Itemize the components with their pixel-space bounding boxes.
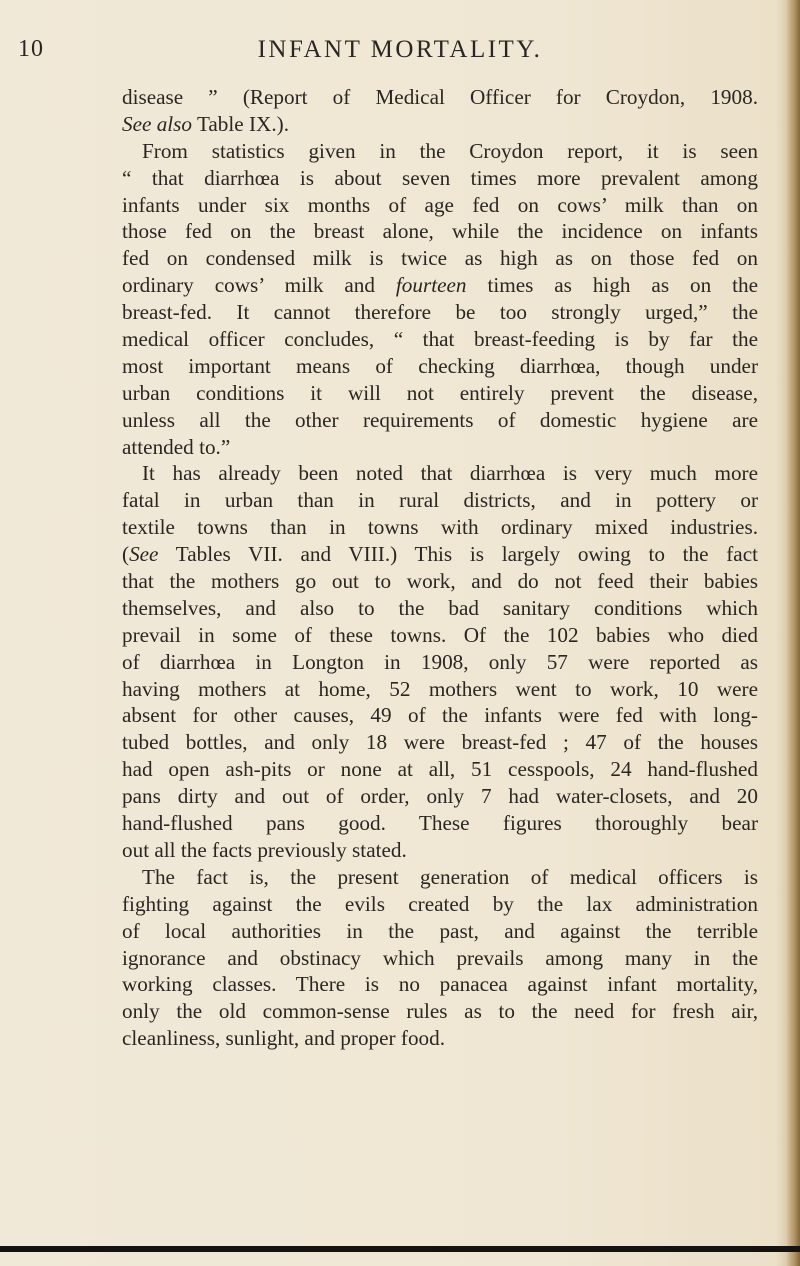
text-line: of local authorities in the past, and against the terrible: [122, 918, 758, 943]
text-line: absent for other causes, 49 of the infants were fed with long-: [122, 703, 758, 728]
text-line: that the mothers go out to work, and do not feed their babies: [122, 569, 758, 594]
text-line: fed on condensed milk is twice as high as on those fed on: [122, 246, 758, 271]
text-line: disease ” (Report of Medical Officer for Croydon, 1908.: [122, 85, 758, 109]
text-line: See also Table IX.).: [122, 111, 289, 136]
text-line: breast-fed. It cannot therefore be too strongly urged,” the: [122, 300, 758, 325]
text-line: having mothers at home, 52 mothers went to work, 10 were: [122, 676, 758, 701]
text-line: hand-flushed pans good. These figures thoroughly bear: [122, 811, 758, 836]
text-line: The fact is, the present generation of medical officers is: [142, 864, 758, 889]
body-text: [122, 84, 758, 1052]
text-line: fatal in urban than in rural districts, and in pottery or: [122, 488, 758, 513]
text-line: From statistics given in the Croydon report, it is seen: [142, 138, 758, 163]
text-line: “ that diarrhœa is about seven times more prevalent among: [122, 165, 758, 190]
text-line: only the old common-sense rules as to the need for fresh air,: [122, 999, 758, 1024]
text-line: It has already been noted that diarrhœa is very much more: [142, 461, 758, 486]
text-line: out all the facts previously stated.: [122, 837, 407, 862]
text-line: prevail in some of these towns. Of the 102 babies who died: [122, 622, 758, 647]
text-line: themselves, and also to the bad sanitary conditions which: [122, 595, 758, 620]
running-head: INFANT MORTALITY.: [257, 36, 543, 63]
text-line: working classes. There is no panacea against infant mortality,: [122, 972, 758, 997]
text-line: had open ash-pits or none at all, 51 cesspools, 24 hand-flushed: [122, 757, 758, 782]
text-line: tubed bottles, and only 18 were breast-fed ; 47 of the houses: [122, 730, 758, 755]
text-line: ignorance and obstinacy which prevails among many in the: [122, 945, 758, 970]
page-edge-shadow: [786, 0, 800, 1266]
text-line: of diarrhœa in Longton in 1908, only 57 were reported as: [122, 649, 758, 674]
text-line: infants under six months of age fed on cows’ milk than on: [122, 192, 758, 217]
text-line: pans dirty and out of order, only 7 had water-closets, and 20: [122, 784, 758, 809]
text-line: urban conditions it will not entirely prevent the disease,: [122, 380, 758, 405]
page-header: [0, 36, 800, 76]
text-line: ordinary cows’ milk and fourteen times as high as on the: [122, 273, 758, 298]
text-line: (See Tables VII. and VIII.) This is largely owing to the fact: [122, 542, 758, 567]
text-line: medical officer concludes, “ that breast-feeding is by far the: [122, 327, 758, 352]
text-line: attended to.”: [122, 434, 231, 459]
text-line: most important means of checking diarrhœa, though under: [122, 353, 758, 378]
text-line: fighting against the evils created by the lax administration: [122, 891, 758, 916]
text-line: textile towns than in towns with ordinary mixed industries.: [122, 515, 758, 540]
text-line: cleanliness, sunlight, and proper food.: [122, 1026, 446, 1051]
page-number: 10: [18, 36, 44, 62]
text-line: unless all the other requirements of domestic hygiene are: [122, 407, 758, 432]
bottom-edge-rule: [0, 1246, 800, 1252]
text-line: those fed on the breast alone, while the incidence on infants: [122, 219, 758, 244]
